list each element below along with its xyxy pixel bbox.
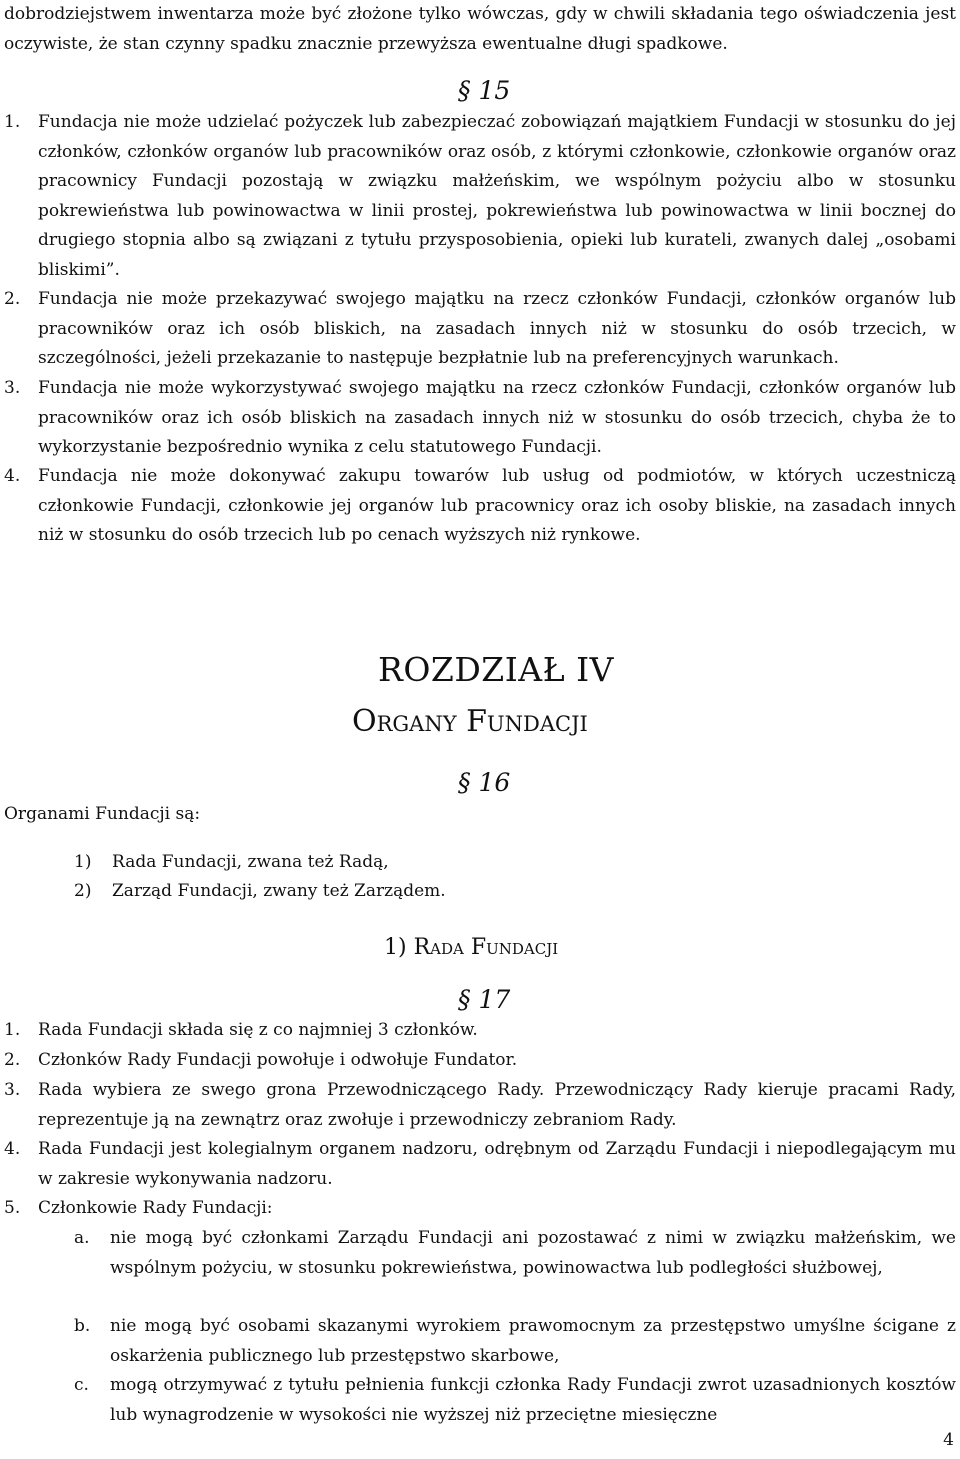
item-text: Fundacja nie może wykorzystywać swojego majątku na rzecz członków Fundacji, członków organów lub pracowników oraz ich osób bliskich na zasadach innych niż w stosunku do osób trzecich, chyba że to wykorzystanie bezpośrednio wynika z celu statutowego Fundacji. xyxy=(38,378,956,457)
item-number: 4. xyxy=(4,1139,21,1159)
item-number: 3. xyxy=(4,378,21,398)
subitem-letter: c. xyxy=(74,1375,89,1395)
chapter-title: ROZDZIAŁ IV xyxy=(378,650,615,689)
item-text: Fundacja nie może dokonywać zakupu towarów lub usług od podmiotów, w których uczestniczą członkowie Fundacji, członkowie jej organów lub pracownicy oraz ich osoby bliskie, na zasadach innych niż w stosunku do osób trzecich lub po cenach wyższych niż rynkowe. xyxy=(38,466,956,545)
subitem-text: nie mogą być osobami skazanymi wyrokiem prawomocnym za przestępstwo umyślne ścigane z oskarżenia publicznego lub przestępstwo skarbowe, xyxy=(110,1316,956,1366)
item-number: 1. xyxy=(4,1020,21,1040)
item-number: 2) xyxy=(74,881,92,901)
section-17-item-5 xyxy=(4,1194,956,1224)
section-15-sign: § 15 xyxy=(458,76,511,105)
section-15-item-2 xyxy=(4,285,956,374)
section-17-item-2 xyxy=(4,1046,956,1076)
section-15-item-3 xyxy=(4,374,956,463)
section-15-item-1 xyxy=(4,108,956,285)
item-number: 5. xyxy=(4,1198,21,1218)
item-text: Rada Fundacji, zwana też Radą, xyxy=(112,852,389,872)
section-16-item-1 xyxy=(74,848,674,878)
subitem-text: mogą otrzymywać z tytułu pełnienia funkcji członka Rady Fundacji zwrot uzasadnionych kosztów lub wynagrodzenie w wysokości nie wyższej niż przeciętne miesięczne xyxy=(110,1375,956,1425)
subheading-text: Rada Fundacji xyxy=(413,935,559,960)
continuation-paragraph: dobrodziejstwem inwentarza może być złożone tylko wówczas, gdy w chwili składania tego oświadczenia jest oczywiste, że stan czynny spadku znacznie przewyższa ewentualne długi spadkowe. xyxy=(4,4,956,54)
section-17-item-1 xyxy=(4,1016,956,1046)
section-16-sign: § 16 xyxy=(458,768,511,797)
section-17-item-4 xyxy=(4,1135,956,1194)
item-number: 2. xyxy=(4,289,21,309)
item-text: Zarząd Fundacji, zwany też Zarządem. xyxy=(112,881,446,901)
item-text: Rada Fundacji składa się z co najmniej 3 członków. xyxy=(38,1020,478,1040)
subitem-letter: b. xyxy=(74,1316,91,1336)
subitem-letter: a. xyxy=(74,1228,90,1248)
rada-fundacji-heading xyxy=(384,928,558,968)
subitem-text: nie mogą być członkami Zarządu Fundacji ani pozostawać z nimi w związku małżeńskim, we wspólnym pożyciu, w stosunku pokrewieństwa, powinowactwa lub podległości służbowej, xyxy=(110,1228,956,1278)
section-17-subitem-a xyxy=(74,1224,956,1283)
item-text: Członków Rady Fundacji powołuje i odwołuje Fundator. xyxy=(38,1050,518,1070)
item-text: Rada Fundacji jest kolegialnym organem nadzoru, odrębnym od Zarządu Fundacji i niepodlegającym mu w zakresie wykonywania nadzoru. xyxy=(38,1139,956,1189)
subheading-number: 1) xyxy=(384,935,407,960)
item-text: Fundacja nie może przekazywać swojego majątku na rzecz członków Fundacji, członków organów lub pracowników oraz ich osób bliskich, na zasadach innych niż w stosunku do osób trzecich, w szczególności, jeżeli przekazanie to następuje bezpłatnie lub na preferencyjnych warunkach. xyxy=(38,289,956,368)
section-15-item-4 xyxy=(4,462,956,551)
item-number: 3. xyxy=(4,1080,21,1100)
item-text: Rada wybiera ze swego grona Przewodniczącego Rady. Przewodniczący Rady kieruje pracami Rady, reprezentuje ją na zewnątrz oraz zwołuje i przewodniczy zebraniom Rady. xyxy=(38,1080,956,1130)
section-17-sign: § 17 xyxy=(458,985,511,1014)
item-number: 4. xyxy=(4,466,21,486)
section-17-subitem-c xyxy=(74,1371,956,1430)
item-number: 2. xyxy=(4,1050,21,1070)
section-16-item-2 xyxy=(74,877,674,907)
chapter-subtitle: Organy Fundacji xyxy=(352,704,588,739)
item-number: 1. xyxy=(4,112,21,132)
item-text: Fundacja nie może udzielać pożyczek lub zabezpieczać zobowiązań majątkiem Fundacji w stosunku do jej członków, członków organów lub pracowników oraz osób, z którymi członkowie, członkowie organów oraz pracownicy Fundacji pozostają w związku małżeńskim, we wspólnym pożyciu albo w stosunku pokrewieństwa lub powinowactwa w linii prostej, pokrewieństwa lub powinowactwa w linii bocznej do drugiego stopnia albo są związani z tytułu przysposobienia, opieki lub kurateli, zwanych dalej „osobami bliskimi”. xyxy=(38,112,956,280)
section-17-item-3 xyxy=(4,1076,956,1135)
section-17-subitem-b xyxy=(74,1312,956,1371)
page-number: 4 xyxy=(943,1430,954,1450)
item-text: Członkowie Rady Fundacji: xyxy=(38,1198,273,1218)
item-number: 1) xyxy=(74,852,92,872)
section-16-intro: Organami Fundacji są: xyxy=(4,804,201,824)
